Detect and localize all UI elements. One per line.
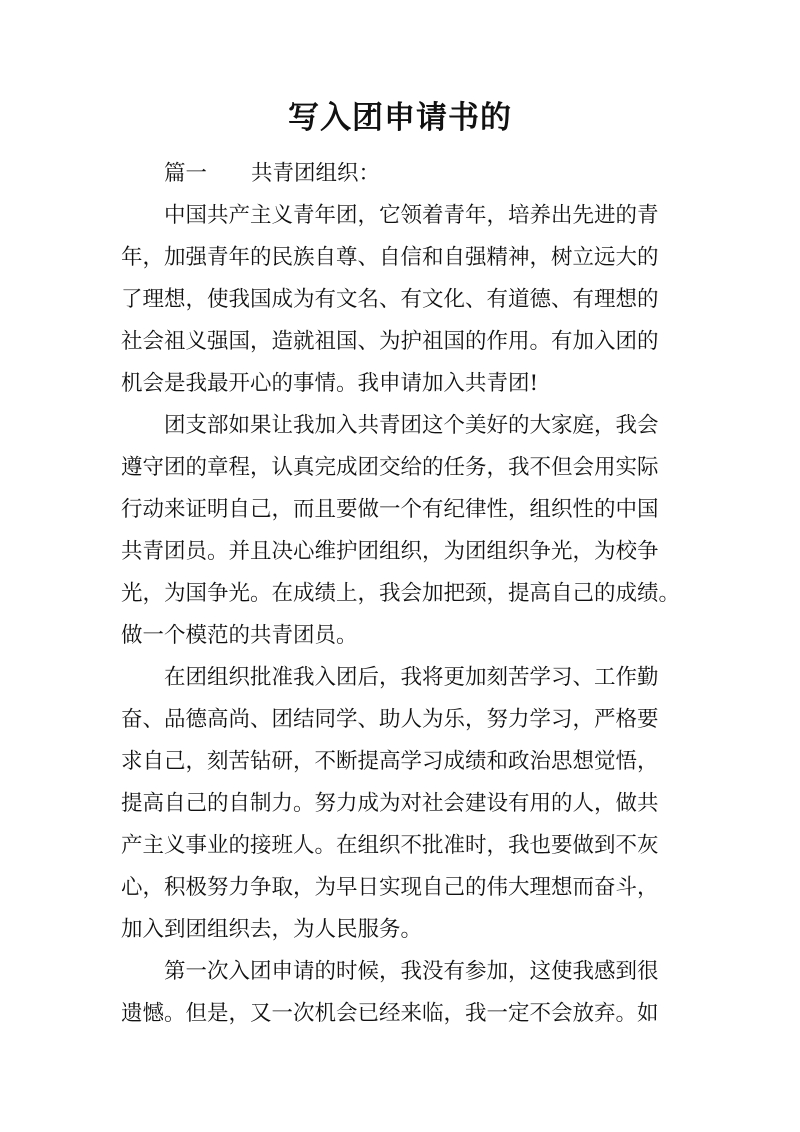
text-line: 产主义事业的接班人。在组织不批准时，我也要做到不灰 <box>121 833 659 858</box>
text-line: 共青团员。并且决心维护团组织，为团组织争光，为校争 <box>121 539 659 564</box>
text-line: 在团组织批准我入团后，我将更加刻苦学习、工作勤 <box>164 665 659 690</box>
document-title: 写入团申请书的 <box>288 100 512 136</box>
text-line: 光，为国争光。在成绩上，我会加把颈，提高自己的成绩。 <box>121 581 681 606</box>
section-heading-line <box>164 159 380 189</box>
text-line: 做一个模范的共青团员。 <box>121 623 358 648</box>
section-number: 篇一 <box>164 161 208 186</box>
text-line: 社会祖义强国，造就祖国、为护祖国的作用。有加入团的 <box>121 329 659 354</box>
text-line: 加入到团组织去，为人民服务。 <box>121 917 423 942</box>
text-line: 团支部如果让我加入共青团这个美好的大家庭，我会 <box>164 413 659 438</box>
text-line: 年，加强青年的民族自尊、自信和自强精神，树立远大的 <box>121 245 659 270</box>
text-line: 行动来证明自己，而且要做一个有纪律性，组织性的中国 <box>121 497 659 522</box>
text-line: 了理想，使我国成为有文名、有文化、有道德、有理想的 <box>121 287 659 312</box>
text-line: 遗憾。但是，又一次机会已经来临，我一定不会放弃。如 <box>121 1001 659 1026</box>
text-line: 提高自己的自制力。努力成为对社会建设有用的人，做共 <box>121 791 659 816</box>
text-line: 求自己，刻苦钻研，不断提高学习成绩和政治思想觉悟， <box>121 749 659 774</box>
text-line: 奋、品德高尚、团结同学、助人为乐，努力学习，严格要 <box>121 707 659 732</box>
section-heading: 共青团组织： <box>251 161 381 186</box>
text-line: 遵守团的章程，认真完成团交给的任务，我不但会用实际 <box>121 455 659 480</box>
text-line: 第一次入团申请的时候，我没有参加，这使我感到很 <box>164 959 659 984</box>
text-line: 机会是我最开心的事情。我申请加入共青团! <box>121 371 539 396</box>
text-line: 中国共产主义青年团，它领着青年，培养出先进的青 <box>164 203 659 228</box>
text-line: 心，积极努力争取，为早日实现自己的伟大理想而奋斗， <box>121 875 659 900</box>
